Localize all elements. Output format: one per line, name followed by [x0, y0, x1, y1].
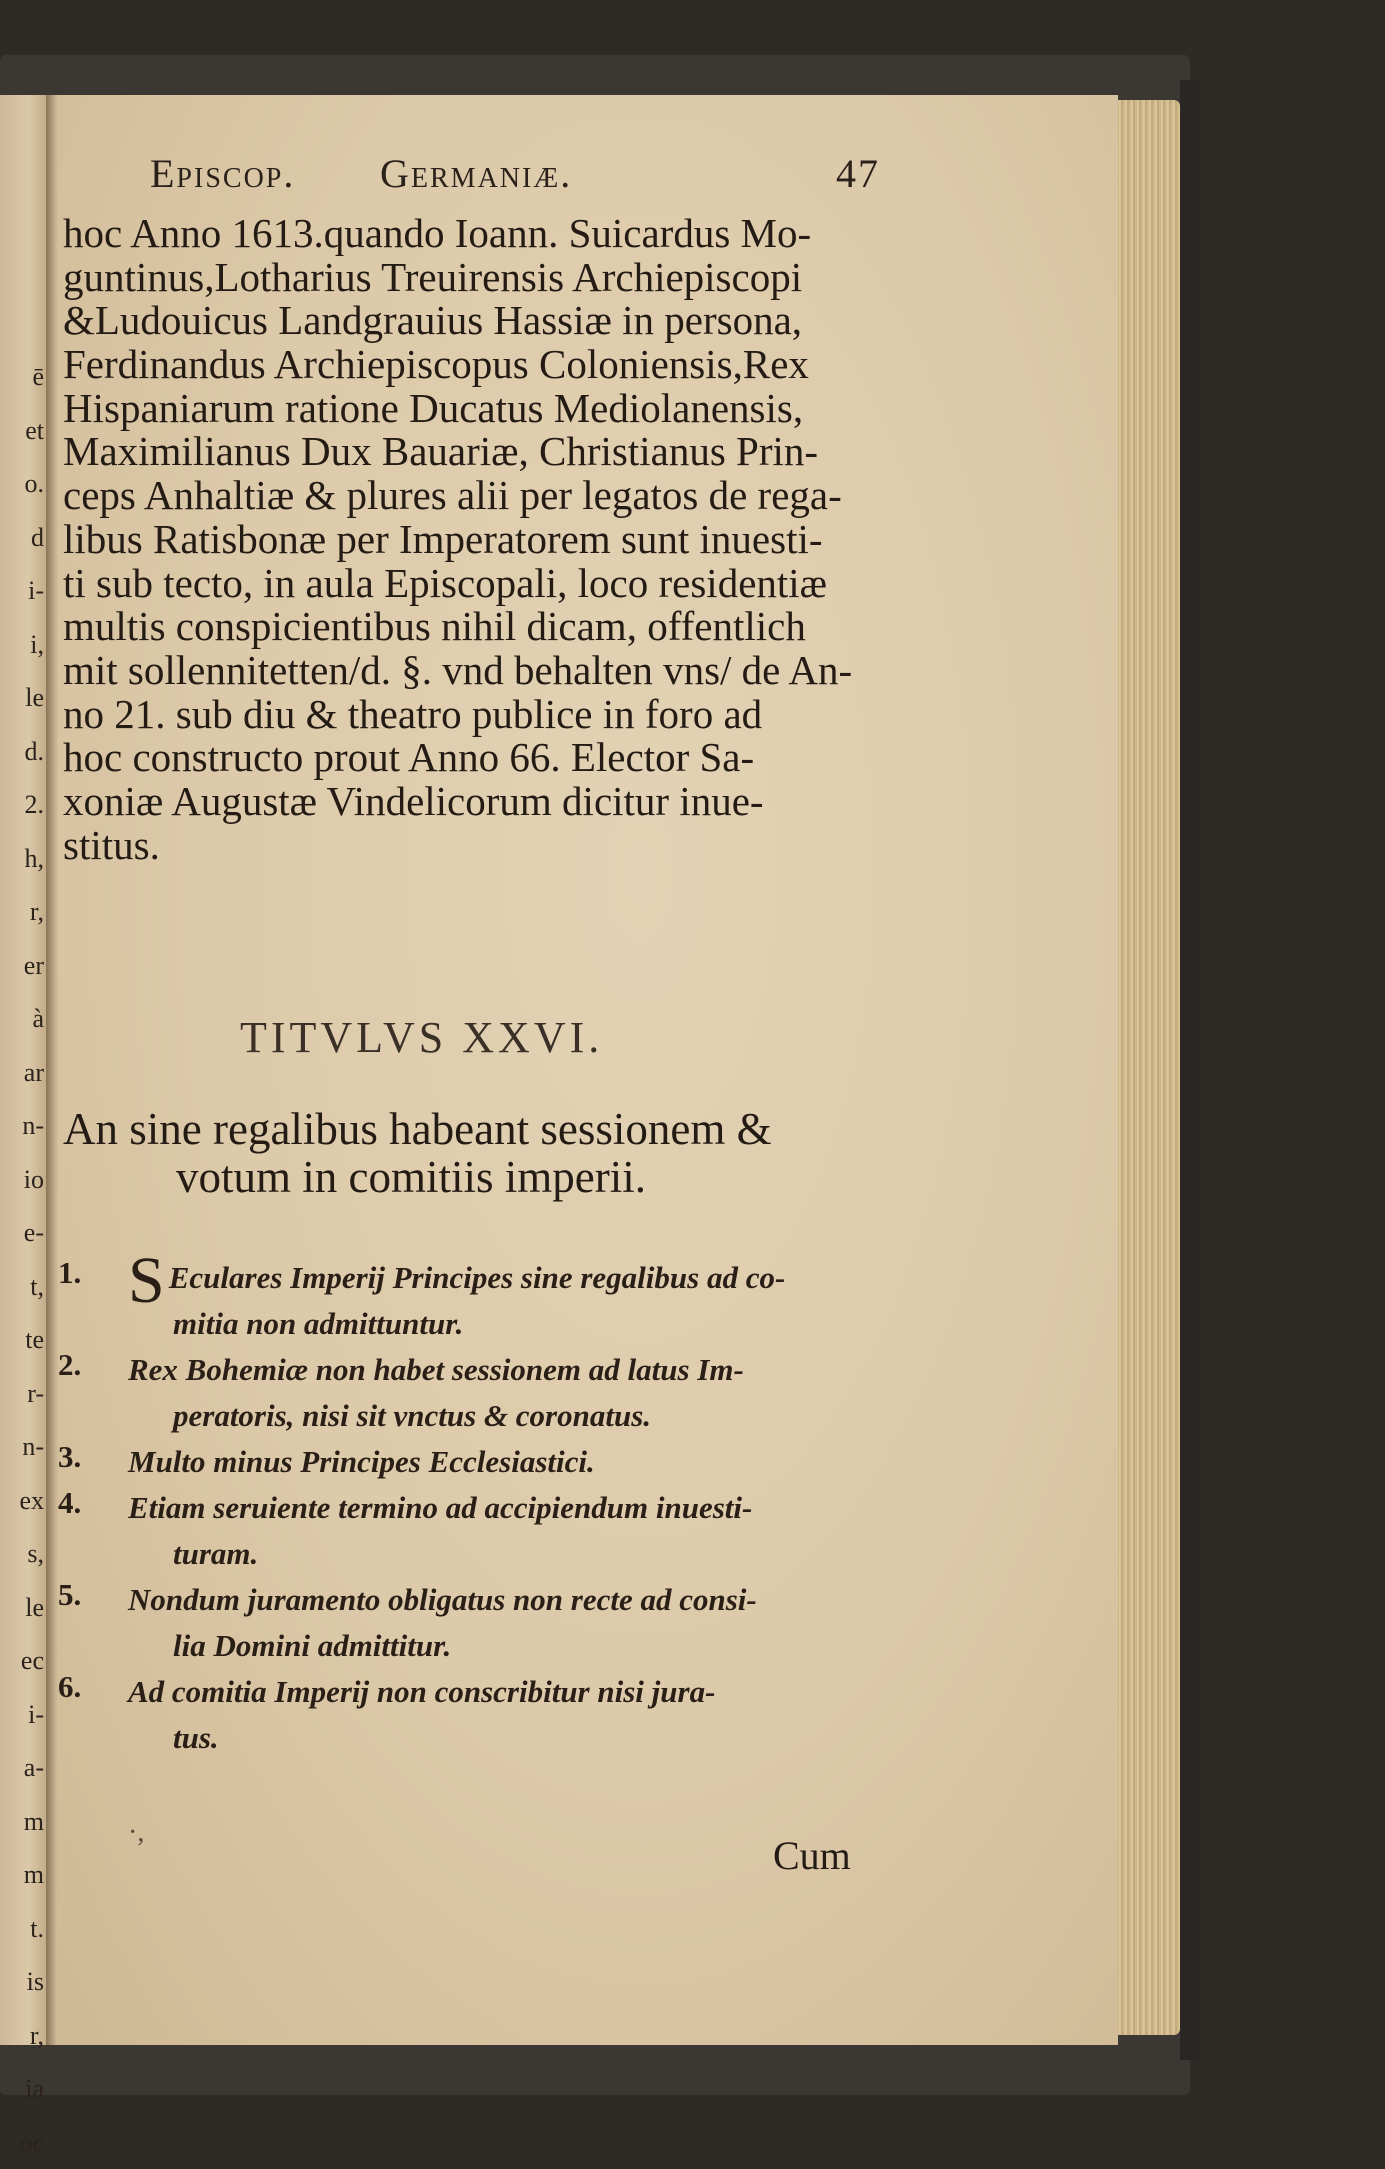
item-line: Nondum juramento obligatus non recte ad consi- [128, 1577, 888, 1623]
summary-list [58, 1255, 888, 1761]
body-line: multis conspicientibus nihil dicam, offentlich [63, 605, 883, 649]
left-margin-fragment: le [0, 671, 44, 725]
left-margin-fragment: te [0, 1313, 44, 1367]
left-page-edge [0, 95, 48, 2045]
left-margin-fragment: er [0, 939, 44, 993]
left-margin-fragment: i, [0, 618, 44, 672]
body-line: xoniæ Augustæ Vindelicorum dicitur inue- [63, 780, 883, 824]
item-number: 4. [58, 1485, 81, 1521]
summary-item [58, 1347, 888, 1439]
summary-item [58, 1439, 888, 1485]
body-line: ceps Anhaltiæ & plures alii per legatos de rega- [63, 474, 883, 518]
left-margin-fragment: i- [0, 564, 44, 618]
left-margin-fragment: n- [0, 1420, 44, 1474]
section-subtitle [63, 1105, 883, 1201]
left-margin-fragment: io [0, 1153, 44, 1207]
item-number: 5. [58, 1577, 81, 1613]
summary-item [58, 1255, 888, 1347]
body-text [63, 212, 883, 867]
left-margin-fragment: r, [0, 2009, 44, 2063]
catchword: Cum [773, 1832, 851, 1879]
left-margin-fragment: oc [0, 2116, 44, 2169]
left-margin-fragment: a- [0, 1741, 44, 1795]
printer-mark: ·, [128, 1817, 144, 1849]
left-margin-fragment: r, [0, 885, 44, 939]
body-line: libus Ratisbonæ per Imperatorem sunt inuesti- [63, 518, 883, 562]
left-margin-fragment: m [0, 1848, 44, 1902]
header-left: Episcop. [150, 150, 295, 197]
item-line: tus. [128, 1715, 888, 1761]
item-line: Ad comitia Imperij non conscribitur nisi jura- [128, 1669, 888, 1715]
item-line: Rex Bohemiæ non habet sessionem ad latus Im- [128, 1347, 888, 1393]
left-margin-fragment: s, [0, 1527, 44, 1581]
body-line: no 21. sub diu & theatro publice in foro ad [63, 693, 883, 737]
left-margin-fragment: is [0, 1955, 44, 2009]
left-margin-fragment: 2. [0, 778, 44, 832]
header-center: Germaniæ. [380, 150, 572, 197]
item-line-first [128, 1255, 888, 1301]
item-line: Eculares Imperij Principes sine regalibus ad co- [169, 1260, 786, 1295]
subtitle-line: votum in comitiis imperii. [63, 1153, 883, 1201]
left-margin-fragment: e- [0, 1206, 44, 1260]
running-header [150, 150, 880, 210]
item-line: Multo minus Principes Ecclesiastici. [128, 1439, 888, 1485]
left-margin-fragment: ia [0, 2062, 44, 2116]
body-line: guntinus,Lotharius Treuirensis Archiepiscopi [63, 256, 883, 300]
left-margin-fragment: ar [0, 1046, 44, 1100]
page-stack-edge [1112, 100, 1180, 2035]
summary-item [58, 1577, 888, 1669]
item-number: 6. [58, 1669, 81, 1705]
left-margin-fragments [0, 350, 44, 2169]
item-line: peratoris, nisi sit vnctus & coronatus. [128, 1393, 888, 1439]
body-line: hoc Anno 1613.quando Ioann. Suicardus Mo- [63, 212, 883, 256]
left-margin-fragment: r- [0, 1367, 44, 1421]
left-margin-fragment: d [0, 511, 44, 565]
left-margin-fragment: d. [0, 725, 44, 779]
summary-item [58, 1485, 888, 1577]
left-margin-fragment: i- [0, 1688, 44, 1742]
section-title: TITVLVS XXVI. [240, 1012, 660, 1064]
left-margin-fragment: m [0, 1795, 44, 1849]
body-line: hoc constructo prout Anno 66. Elector Sa- [63, 736, 883, 780]
item-line: mitia non admittuntur. [128, 1301, 888, 1347]
left-margin-fragment: t, [0, 1260, 44, 1314]
body-line: ti sub tecto, in aula Episcopali, loco residentiæ [63, 562, 883, 606]
body-line: Ferdinandus Archiepiscopus Coloniensis,Rex [63, 343, 883, 387]
body-line: stitus. [63, 824, 883, 868]
item-number: 3. [58, 1439, 81, 1475]
subtitle-line: An sine regalibus habeant sessionem & [63, 1105, 883, 1153]
page-number: 47 [836, 150, 880, 197]
item-number: 2. [58, 1347, 81, 1383]
item-number: 1. [58, 1255, 81, 1291]
left-margin-fragment: le [0, 1581, 44, 1635]
body-line: mit sollennitetten/d. §. vnd behalten vns/ de An- [63, 649, 883, 693]
cover-edge [1180, 80, 1200, 2060]
left-margin-fragment: ec [0, 1634, 44, 1688]
body-line: Hispaniarum ratione Ducatus Mediolanensis, [63, 387, 883, 431]
item-line: turam. [128, 1531, 888, 1577]
summary-item [58, 1669, 888, 1761]
drop-cap: S [128, 1261, 165, 1301]
left-margin-fragment: h, [0, 832, 44, 886]
left-margin-fragment: t. [0, 1902, 44, 1956]
left-margin-fragment: o. [0, 457, 44, 511]
left-margin-fragment: à [0, 992, 44, 1046]
left-margin-fragment: ex [0, 1474, 44, 1528]
item-line: Etiam seruiente termino ad accipiendum inuesti- [128, 1485, 888, 1531]
body-line: Maximilianus Dux Bauariæ, Christianus Prin- [63, 430, 883, 474]
left-margin-fragment: ē [0, 350, 44, 404]
left-margin-fragment: et [0, 404, 44, 458]
item-line: lia Domini admittitur. [128, 1623, 888, 1669]
left-margin-fragment: n- [0, 1099, 44, 1153]
body-line: &Ludouicus Landgrauius Hassiæ in persona, [63, 299, 883, 343]
